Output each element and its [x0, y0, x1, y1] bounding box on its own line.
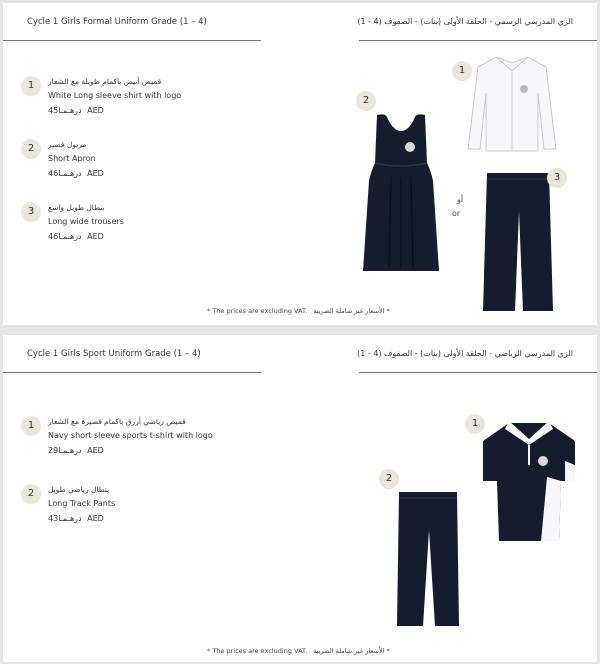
vat-note-en: * The prices are excluding VAT.	[207, 647, 308, 655]
vat-note	[207, 647, 390, 655]
item-currency-ar: درهـمـا	[58, 106, 82, 115]
item-price-value: 43 AED	[48, 514, 104, 523]
item-price-value: 45 AED	[48, 106, 104, 115]
vat-note	[207, 307, 390, 315]
item-number-badge: 1	[21, 76, 41, 96]
sport-title-en: Cycle 1 Girls Sport Uniform Grade (1 – 4)	[27, 349, 201, 359]
formal-title-ar: الزي المدرسي الرسمي - الحلقة الأولى (بنات) - الصفوف (4 - 1)	[357, 17, 573, 26]
sport-uniform-card	[3, 335, 597, 662]
item-currency-ar: درهـمـا	[58, 169, 82, 178]
track-pants-image	[393, 490, 463, 630]
divider	[359, 40, 597, 41]
divider	[3, 372, 261, 373]
item-name-ar: بنطال رياضي طويل	[48, 485, 110, 494]
item-currency-ar: درهـمـا	[58, 446, 82, 455]
item-price-value: 46 AED	[48, 232, 104, 241]
item-name-ar: قميص أبيض باكمام طويلة مع الشعار	[48, 77, 162, 86]
item-number-badge: 3	[21, 202, 41, 222]
short-apron-image	[363, 111, 439, 277]
item-price	[48, 514, 104, 523]
item-name-ar: قميص رياضي أزرق باكمام قصيرة مع الشعار	[48, 417, 186, 426]
item-number-badge: 2	[21, 484, 41, 504]
vat-note-en: * The prices are excluding VAT.	[207, 307, 308, 315]
or-label-en: or	[452, 209, 461, 218]
item-name-en: Navy short sleeve sports t-shirt with logo	[48, 431, 213, 440]
item-currency-ar: درهـمـا	[58, 232, 82, 241]
item-name-en: White Long sleeve shirt with logo	[48, 91, 182, 100]
sport-title-ar: الزي المدرسي الرياضي - الحلقة الأولى (بنات) - الصفوف (4 - 1)	[357, 349, 573, 358]
white-shirt-image	[466, 53, 558, 155]
item-number-badge: 1	[21, 416, 41, 436]
callout-badge: 2	[379, 469, 399, 489]
item-number-badge: 2	[21, 139, 41, 159]
item-price	[48, 106, 104, 115]
formal-uniform-card	[3, 3, 597, 325]
item-price	[48, 169, 104, 178]
callout-badge: 2	[356, 91, 376, 111]
item-price-value: 46 AED	[48, 169, 104, 178]
navy-sports-tshirt-image	[481, 417, 577, 545]
item-name-en: Long wide trousers	[48, 217, 124, 226]
long-wide-trousers-image	[481, 171, 555, 315]
divider	[3, 40, 261, 41]
item-name-ar: مريول قصير	[48, 140, 87, 149]
item-name-ar: بنطال طويل واسع	[48, 203, 105, 212]
item-name-en: Long Track Pants	[48, 499, 116, 508]
item-currency-ar: درهـمـا	[58, 514, 82, 523]
formal-title-en: Cycle 1 Girls Formal Uniform Grade (1 – 4)	[27, 17, 207, 27]
item-price	[48, 446, 104, 455]
item-name-en: Short Apron	[48, 154, 96, 163]
item-price-value: 29 AED	[48, 446, 104, 455]
divider	[359, 372, 597, 373]
vat-note-ar: الأسعار غير شاملة الضريبة *	[313, 307, 390, 315]
or-label-ar: أو	[457, 195, 464, 204]
vat-note-ar: الأسعار غير شاملة الضريبة *	[313, 647, 390, 655]
callout-badge: 1	[452, 61, 472, 81]
callout-badge: 1	[465, 414, 485, 434]
callout-badge: 3	[547, 168, 567, 188]
item-price	[48, 232, 104, 241]
